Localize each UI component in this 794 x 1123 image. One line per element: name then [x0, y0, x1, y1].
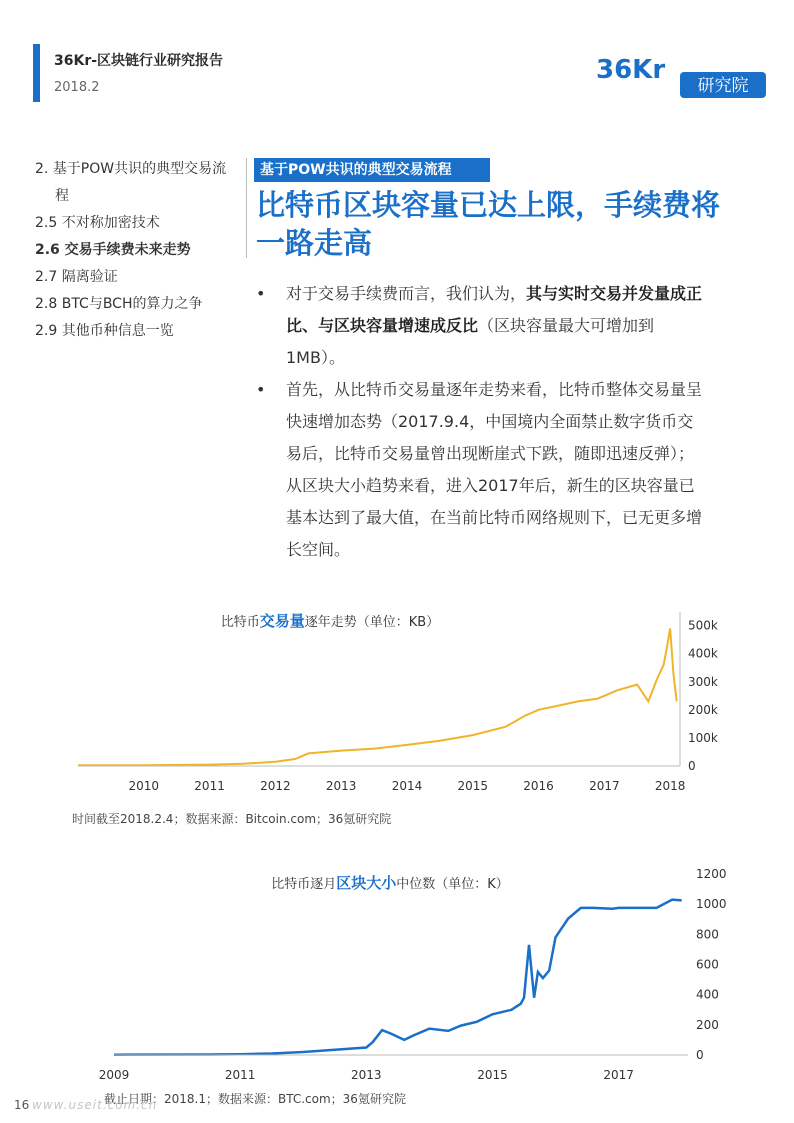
x-tick-label: 2015	[477, 1068, 508, 1082]
accent-bar	[33, 44, 40, 102]
y-tick-label: 600	[696, 957, 719, 972]
36kr-research-logo	[596, 48, 768, 100]
section-tag: 基于POW共识的典型交易流程	[254, 158, 490, 182]
y-tick-label: 200	[696, 1017, 719, 1032]
headline: 比特币区块容量已达上限，手续费将一路走高	[256, 188, 721, 260]
logo-mark: 36Kr	[596, 55, 666, 85]
y-tick-label: 200k	[688, 702, 718, 717]
y-tick-label: 500k	[688, 618, 718, 633]
y-tick-label: 400k	[688, 646, 718, 661]
body-text	[256, 278, 706, 566]
watermark: www.useit.com.cn	[32, 1098, 158, 1112]
divider	[246, 158, 247, 258]
transaction-volume-chart	[72, 600, 722, 805]
y-tick-label: 300k	[688, 674, 718, 689]
x-tick-label: 2011	[194, 779, 225, 793]
bullet-paragraph	[256, 278, 706, 374]
report-title: 36Kr-区块链行业研究报告	[54, 53, 224, 69]
x-tick-label: 2012	[260, 779, 291, 793]
x-tick-label: 2017	[603, 1068, 634, 1082]
y-tick-label: 100k	[688, 730, 718, 745]
x-tick-label: 2013	[325, 779, 357, 793]
x-tick-label: 2017	[589, 779, 620, 793]
y-tick-label: 1000	[696, 897, 727, 912]
p2-text: 首先，从比特币交易量逐年走势来看，比特币整体交易量呈快速增加态势（2017.9.4，中国境内全面禁止数字货币交易后，比特币交易量曾出现断崖式下跌，随即迅速反弹）；从区块大小趋势来看，进入2017年后，新生的区块容量已基本达到了最大值，在当前比特币网络规则下，已无更多增长空间。	[286, 380, 703, 559]
p1-text-bold: 其与实时交易并发量成正比、与区块容量增速成反比	[286, 284, 703, 335]
series-line	[114, 900, 682, 1055]
y-tick-label: 1200	[696, 867, 727, 881]
x-tick-label: 2016	[523, 779, 554, 793]
y-tick-label: 800	[696, 927, 719, 942]
block-size-chart	[90, 862, 750, 1082]
y-tick-label: 0	[688, 759, 696, 773]
chart1-source: 时间截至2018.2.4；数据来源：Bitcoin.com；36氪研究院	[72, 812, 392, 826]
x-tick-label: 2018	[654, 779, 686, 793]
toc-item[interactable]: 2.5 不对称加密技术	[35, 215, 160, 231]
toc-item[interactable]: 2. 基于POW共识的典型交易流程	[35, 161, 227, 204]
x-tick-label: 2009	[98, 1068, 130, 1082]
chart1-title: 比特币交易量逐年走势（单位：KB）	[220, 612, 440, 630]
x-tick-label: 2013	[351, 1068, 382, 1082]
p1-text-a: 对于交易手续费而言，我们认为，	[286, 284, 527, 303]
table-of-contents	[35, 156, 240, 345]
bullet-icon: •	[256, 380, 266, 399]
series-line	[78, 628, 677, 765]
toc-item[interactable]: 2.7 隔离验证	[35, 269, 118, 285]
page-number: 16	[14, 1098, 30, 1112]
x-tick-label: 2014	[391, 779, 423, 793]
p1-text-c: （区块容量最大可增加到1MB）。	[286, 316, 655, 367]
bullet-icon: •	[256, 284, 266, 303]
x-tick-label: 2015	[457, 779, 489, 793]
logo-text: 研究院	[697, 76, 749, 96]
toc-item-active[interactable]: 2.6 交易手续费未来走势	[35, 242, 191, 258]
bullet-paragraph	[256, 374, 706, 566]
chart2-title: 比特币逐月区块大小中位数（单位：K）	[271, 874, 509, 892]
toc-item[interactable]: 2.8 BTC与BCH的算力之争	[35, 296, 203, 312]
y-tick-label: 0	[696, 1048, 704, 1062]
report-date: 2018.2	[54, 80, 100, 95]
x-tick-label: 2011	[224, 1068, 256, 1082]
x-tick-label: 2010	[128, 779, 160, 793]
toc-item[interactable]: 2.9 其他币种信息一览	[35, 323, 174, 339]
y-tick-label: 400	[696, 987, 719, 1002]
chart2-source: 截止日期：2018.1；数据来源：BTC.com；36氪研究院	[104, 1092, 406, 1106]
